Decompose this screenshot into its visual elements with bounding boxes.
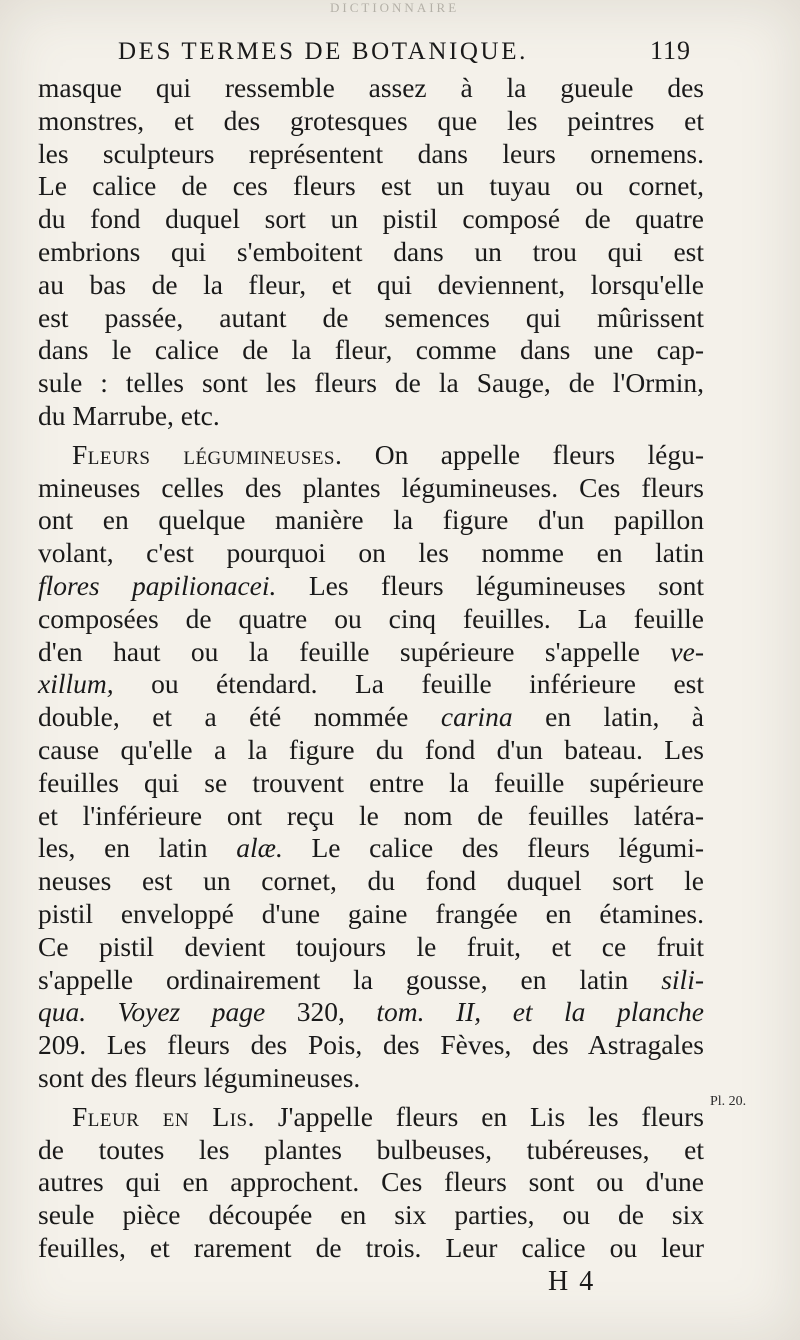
running-header: DES TERMES DE BOTANIQUE. [118,38,528,65]
text-line: xillum, ou étendard. La feuille inférieure est [38,668,704,700]
text-line: s'appelle ordinairement la gousse, en latin sili- [38,963,704,995]
text-line: est passée, autant de semences qui mûrissent [38,301,704,333]
text-line: seule pièce découpée en six parties, ou de six [38,1199,704,1231]
text-line: dans le calice de la fleur, comme dans une cap- [38,334,704,366]
text-line: composées de quatre ou cinq feuilles. La feuille [38,602,704,634]
text-line: qua. Voyez page 320, tom. II, et la planche [38,996,704,1028]
text-line: volant, c'est pourquoi on les nomme en latin [38,537,704,569]
text-line: et l'inférieure ont reçu le nom de feuilles latéra- [38,799,704,831]
text-line: sule : telles sont les fleurs de la Sauge, de l'Ormin, [38,367,704,399]
text-line: 209. Les fleurs des Pois, des Fèves, des Astragales [38,1029,704,1061]
text-line: pistil enveloppé d'une gaine frangée en étamines. [38,897,704,929]
text-line: flores papilionacei. Les fleurs légumineuses sont [38,569,704,601]
text-line: double, et a été nommée carina en latin, à [38,701,704,733]
text-line: monstres, et des grotesques que les peintres et [38,104,704,136]
text-line: d'en haut ou la feuille supérieure s'appelle ve- [38,635,704,667]
text-line: autres qui en approchent. Ces fleurs sont ou d'une [38,1166,704,1198]
text-line: masque qui ressemble assez à la gueule des [38,72,704,103]
text-line: cause qu'elle a la figure du fond d'un bateau. Les [38,733,704,765]
entry-term: Fleur en Lis. [72,1100,255,1132]
text-line: au bas de la fleur, et qui deviennent, lorsqu'elle [38,268,704,300]
text-line: ont en quelque manière la figure d'un papillon [38,504,704,536]
text-line: les, en latin alæ. Le calice des fleurs légumi- [38,832,704,864]
text-line: du fond duquel sort un pistil composé de quatre [38,203,704,235]
body-text [38,72,704,1265]
text-line: Ce pistil devient toujours le fruit, et ce fruit [38,930,704,962]
entry-heading-line: Fleur en Lis. J'appelle fleurs en Lis les fleurs [72,1100,705,1132]
margin-note: Pl. 20. [710,1094,747,1109]
text-line: neuses est un cornet, du fond duquel sort le [38,865,704,897]
bleed-through-text: DICTIONNAIRE [330,0,460,14]
entry-term: Fleurs légumineuses. [72,438,343,470]
page-number: 119 [650,36,692,65]
text-line: embrions qui s'emboitent dans un trou qui est [38,235,704,267]
signature-mark: H 4 [548,1266,596,1297]
text-line: sont des fleurs légumineuses. [38,1061,361,1093]
text-line: mineuses celles des plantes légumineuses. Ces fleurs [38,471,704,503]
text-line: de toutes les plantes bulbeuses, tubéreuses, et [38,1133,704,1165]
text-line: feuilles, et rarement de trois. Leur calice ou leur [38,1231,704,1263]
text-line: feuilles qui se trouvent entre la feuille supérieure [38,766,704,798]
text-line: du Marrube, etc. [38,399,220,431]
text-line: les sculpteurs représentent dans leurs ornemens. [38,137,704,169]
text-line: Le calice de ces fleurs est un tuyau ou cornet, [38,170,704,202]
entry-heading-line: Fleurs légumineuses. On appelle fleurs légu- [72,438,704,470]
